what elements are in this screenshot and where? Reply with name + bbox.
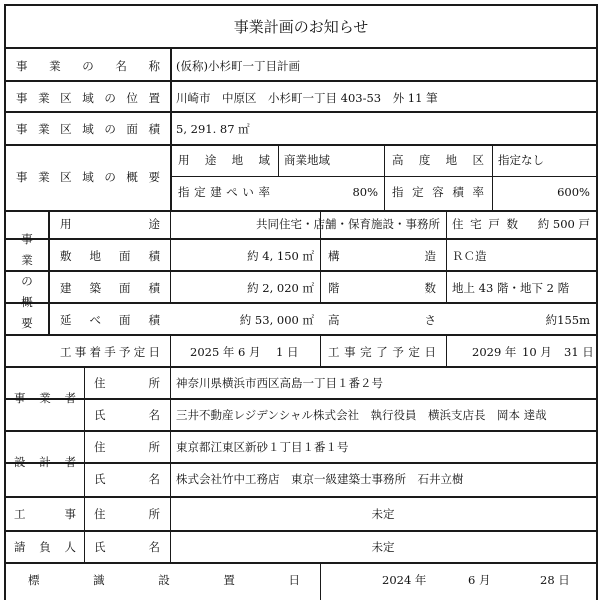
rule-line [4, 366, 598, 368]
height-value: 約155m [545, 313, 590, 327]
floors-value: 地上 43 階・地下 2 階 [452, 281, 570, 295]
row-value-name: (仮称)小杉町一丁目計画 [176, 59, 300, 73]
rule-line [4, 111, 598, 113]
sign-day: 28 日 [540, 573, 570, 587]
rule-line [170, 176, 596, 177]
start-month: 6 月 [238, 345, 261, 359]
koudo-value: 指定なし [498, 153, 544, 167]
operator-name-value: 三井不動産レジデンシャル株式会社 執行役員 横浜支店長 岡本 達哉 [176, 408, 547, 422]
rule-line [4, 562, 598, 564]
kenpei-label: 指 定 建 ぺ い 率 [178, 185, 270, 199]
row-label-area: 事 業 区 域 の 面 積 [16, 122, 160, 136]
rule-line [4, 210, 598, 212]
page-title: 事業計画のお知らせ [233, 18, 369, 36]
rule-line [4, 430, 598, 432]
designer-label: 設 計 者 [14, 455, 76, 469]
end-day: 31 日 [564, 345, 594, 359]
building-value: 約 2, 020 ㎡ [247, 281, 314, 295]
site-label: 敷 地 面 積 [60, 249, 160, 263]
units-label: 住 宅 戸 数 [452, 217, 518, 231]
designer-name-label: 氏 名 [94, 472, 160, 486]
site-value: 約 4, 150 ㎡ [247, 249, 314, 263]
rule-line [84, 530, 596, 531]
contractor-addr-label: 住 所 [94, 507, 160, 521]
rule-line [4, 80, 598, 82]
rule-line [278, 144, 279, 176]
sign-year: 2024 年 [382, 573, 427, 587]
business-side-label: 事 業 の 概 要 [21, 232, 33, 330]
row-label-overview: 事 業 区 域 の 概 要 [16, 170, 160, 184]
building-label: 建 築 面 積 [60, 281, 160, 295]
sign-label: 標 識 設 置 日 [28, 573, 300, 587]
row-label-location: 事 業 区 域 の 位 置 [16, 91, 160, 105]
operator-addr-label: 住 所 [94, 376, 160, 390]
contractor-label-2: 請 負 人 [14, 540, 76, 554]
designer-addr-value: 東京都江東区新砂１丁目１番１号 [176, 440, 349, 454]
operator-label: 事 業 者 [14, 391, 76, 405]
rule-line [320, 334, 321, 366]
end-month: 10 月 [522, 345, 552, 359]
rule-line [320, 562, 321, 600]
floor-area-label: 延 べ 面 積 [60, 313, 160, 327]
end-year: 2029 年 [472, 345, 517, 359]
rule-line [4, 4, 598, 6]
rule-line [4, 302, 598, 304]
youto-value: 商業地域 [284, 153, 330, 167]
sign-month: 6 月 [468, 573, 491, 587]
designer-name-value: 株式会社竹中工務店 東京一級建築士事務所 石井立樹 [176, 472, 464, 486]
rule-line [84, 462, 596, 463]
height-label: 高 さ [328, 313, 436, 327]
rule-line [170, 334, 171, 366]
youseki-value: 600% [557, 185, 590, 199]
start-year: 2025 年 [190, 345, 235, 359]
rule-line [4, 270, 598, 272]
contractor-name-value: 未定 [371, 540, 395, 554]
end-label: 工 事 完 了 予 定 日 [328, 345, 436, 359]
row-value-area: 5, 291. 87 ㎡ [176, 122, 250, 136]
floors-label: 階 数 [328, 281, 436, 295]
rule-line [384, 144, 385, 210]
start-day: 1 日 [276, 345, 299, 359]
use-value: 共同住宅・店舗・保育施設・事務所 [256, 217, 440, 231]
rule-line [84, 366, 85, 562]
structure-label: 構 造 [328, 249, 436, 263]
row-label-name: 事 業 の 名 称 [16, 59, 160, 73]
koudo-label: 高 度 地 区 [392, 153, 484, 167]
contractor-name-label: 氏 名 [94, 540, 160, 554]
rule-line [4, 144, 598, 146]
operator-addr-value: 神奈川県横浜市西区高島一丁目１番２号 [176, 376, 383, 390]
contractor-addr-value: 未定 [371, 507, 395, 521]
structure-value: ＲＣ造 [452, 249, 487, 263]
rule-line [84, 398, 596, 399]
row-value-location: 川崎市 中原区 小杉町一丁目 403-53 外 11 筆 [176, 91, 438, 105]
rule-line [170, 366, 171, 562]
kenpei-value: 80% [352, 185, 378, 199]
rule-line [492, 144, 493, 210]
youseki-label: 指 定 容 積 率 [392, 185, 484, 199]
start-label: 工 事 着 手 予 定 日 [60, 345, 160, 359]
contractor-label-1: 工 事 [14, 507, 76, 521]
use-label: 用 途 [60, 217, 160, 231]
rule-line [4, 238, 598, 240]
units-value: 約 500 戸 [537, 217, 590, 231]
designer-addr-label: 住 所 [94, 440, 160, 454]
youto-label: 用 途 地 域 [178, 153, 270, 167]
rule-line [4, 496, 598, 498]
operator-name-label: 氏 名 [94, 408, 160, 422]
rule-line [446, 334, 447, 366]
rule-line [4, 47, 598, 49]
rule-line [4, 334, 598, 336]
floor-area-value: 約 53, 000 ㎡ [239, 313, 314, 327]
